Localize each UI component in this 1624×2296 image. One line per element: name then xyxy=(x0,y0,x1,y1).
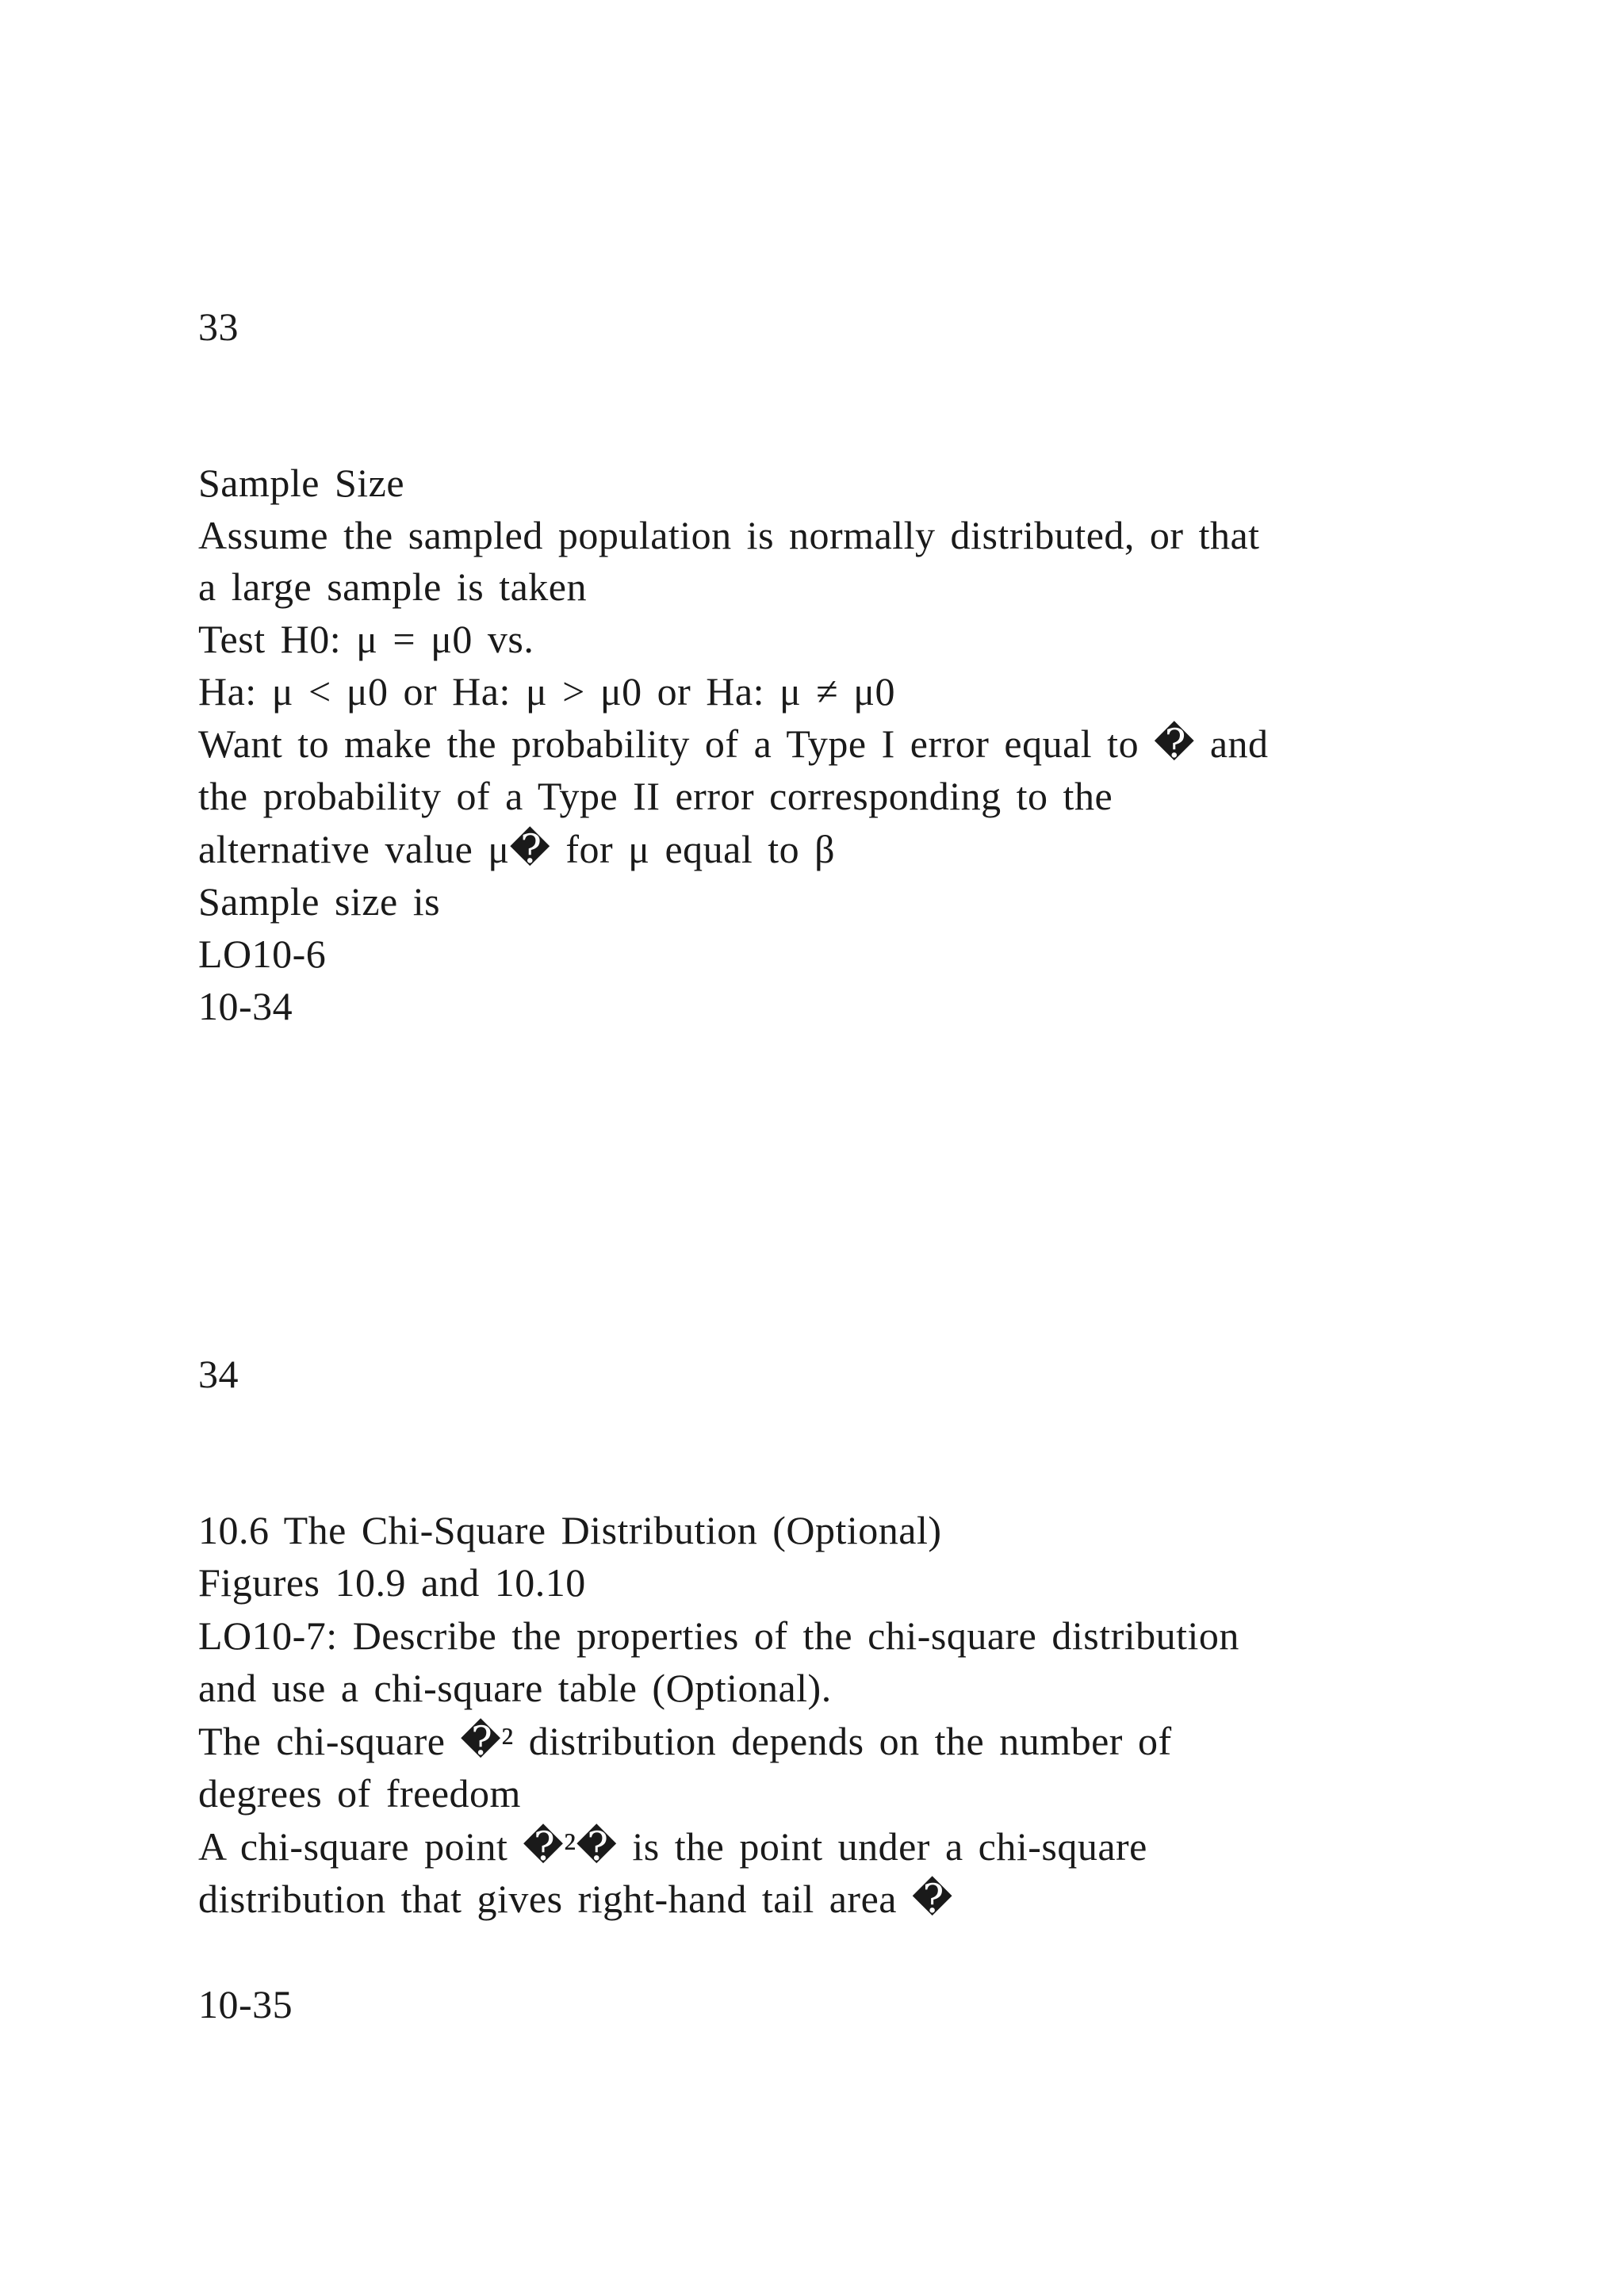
text-line: Test H0: μ = μ0 vs. xyxy=(198,617,534,661)
slide-number: 10-35 xyxy=(198,1982,293,2026)
text-line: a large sample is taken xyxy=(198,564,587,609)
learning-objective-code: LO10-6 xyxy=(198,932,327,976)
text-line: A chi-square point �²� is the point under a chi-square xyxy=(198,1824,1147,1869)
text-line: Want to make the probability of a Type I error equal to � and xyxy=(198,721,1269,766)
page-number-34: 34 xyxy=(198,1352,239,1396)
text-line: LO10-7: Describe the properties of the chi-square distribution xyxy=(198,1613,1239,1658)
text-line: distribution that gives right-hand tail area � xyxy=(198,1877,953,1921)
text-line: degrees of freedom xyxy=(198,1771,521,1816)
text-line: Ha: μ < μ0 or Ha: μ > μ0 or Ha: μ ≠ μ0 xyxy=(198,669,896,714)
slide-number: 10-34 xyxy=(198,984,293,1028)
text-line: and use a chi-square table (Optional). xyxy=(198,1666,832,1710)
text-line: Assume the sampled population is normally distributed, or that xyxy=(198,513,1260,557)
text-line: the probability of a Type II error corresponding to the xyxy=(198,774,1113,818)
slide-title-sample-size: Sample Size xyxy=(198,461,405,505)
text-line: alternative value μ� for μ equal to β xyxy=(198,827,836,871)
page-number-33: 33 xyxy=(198,304,239,349)
text-line: The chi-square �² distribution depends on the number of xyxy=(198,1719,1172,1763)
text-line: Figures 10.9 and 10.10 xyxy=(198,1560,586,1605)
text-line: Sample size is xyxy=(198,879,441,924)
slide-title-chi-square: 10.6 The Chi-Square Distribution (Optional) xyxy=(198,1508,942,1552)
